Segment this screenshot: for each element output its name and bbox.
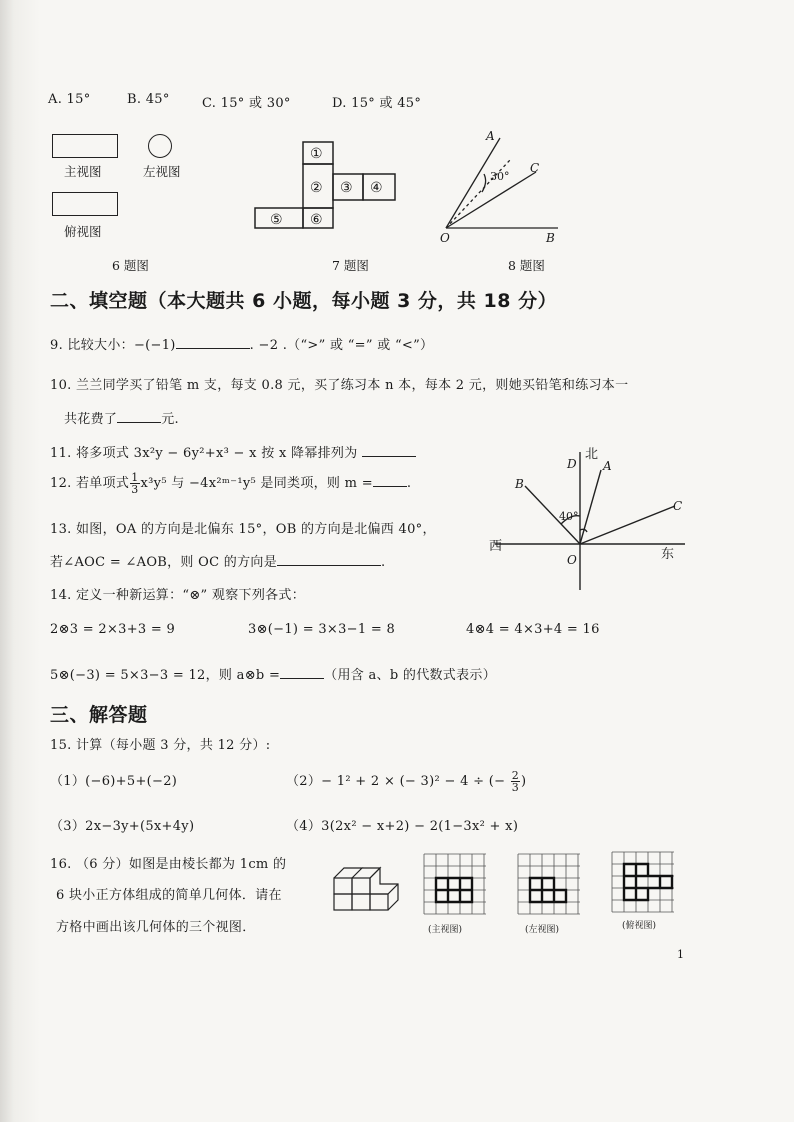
q9-answer-blank <box>176 336 250 349</box>
page-number: 1 <box>677 948 684 961</box>
q14-eq3: 4⊗4 = 4×3+4 = 16 <box>466 622 600 637</box>
fig13-angle: 40° <box>559 510 579 523</box>
q11-answer-blank <box>362 444 416 457</box>
fig8-label-o: O <box>440 231 450 245</box>
choice-a: A. 15° <box>48 92 91 107</box>
fig13-east: 东 <box>661 547 675 562</box>
front-view-rect <box>52 134 118 158</box>
q12: 12. 若单项式 $\frac{1}{3}$ x³y⁵ 与 −4x²ᵐ⁻¹y⁵ 是同类项，则 m = . <box>50 471 412 496</box>
q15-title: 15. 计算（每小题 3 分，共 12 分）: <box>50 738 271 753</box>
cube-solid-figure <box>330 856 408 914</box>
fig13-label-c: C <box>673 499 683 513</box>
q16-line3: 方格中画出该几何体的三个视图． <box>56 920 256 935</box>
net-cell-5: ⑤ <box>270 212 283 228</box>
fig7-caption: 7 题图 <box>332 258 369 273</box>
fig8-label-c: C <box>530 161 540 175</box>
fig8-label-b: B <box>546 231 555 245</box>
q10-line2: 共花费了 元. <box>64 412 179 427</box>
q13-answer-blank <box>277 553 381 566</box>
grid-top-view <box>608 848 680 920</box>
section3-heading: 三、解答题 <box>50 704 148 726</box>
section2-heading: 二、填空题（本大题共 6 小题，每小题 3 分，共 18 分） <box>50 290 558 312</box>
angle-figure-8 <box>430 120 570 245</box>
q12-answer-blank <box>373 474 407 487</box>
q14-line1: 14. 定义一种新运算：“⊗” 观察下列各式： <box>50 588 306 603</box>
direction-figure-13 <box>485 444 700 594</box>
q15-fraction: $\frac{2}{3}$ <box>511 769 520 794</box>
q10-answer-blank <box>117 410 161 423</box>
q15-part1: （1）(−6)+5+(−2) <box>50 774 178 789</box>
q14-eq2: 3⊗(−1) = 3×3−1 = 8 <box>248 622 396 637</box>
fig8-label-a: A <box>486 129 495 143</box>
net-cell-4: ④ <box>370 180 383 196</box>
q14-answer-blank <box>280 666 324 679</box>
net-cell-6: ⑥ <box>310 212 323 228</box>
fig8-caption: 8 题图 <box>508 258 545 273</box>
net-cell-2: ② <box>310 180 323 196</box>
q11: 11. 将多项式 3x²y − 6y²+x³ − x 按 x 降幂排列为 <box>50 442 416 461</box>
q15-part4: （4）3(2x² − x+2) − 2(1−3x² + x) <box>286 819 519 834</box>
q16-line1: 16. （6 分）如图是由棱长都为 1cm 的 <box>50 857 287 872</box>
q9: 9. 比较大小：−(−1) . −2 .（“>” 或 “=” 或 “<”） <box>50 338 434 353</box>
q10-line1: 10. 兰兰同学买了铅笔 m 支，每支 0.8 元，买了练习本 n 本，每本 2 元，则她买铅笔和练习本一 <box>50 378 629 393</box>
left-view-label: 左视图 <box>143 164 181 179</box>
grid-top-label: (俯视图) <box>622 921 657 931</box>
choice-b: B. 45° <box>127 92 170 107</box>
left-view-circle <box>148 134 172 158</box>
q13-line2: 若∠AOC = ∠AOB，则 OC 的方向是 . <box>50 555 386 570</box>
net-cell-1: ① <box>310 146 323 162</box>
choice-c: C. 15° 或 30° <box>202 96 291 111</box>
fig13-label-a: A <box>603 459 612 473</box>
grid-left-view <box>514 850 584 920</box>
grid-left-label: (左视图) <box>525 925 560 935</box>
q15-part3: （3）2x−3y+(5x+4y) <box>50 819 195 834</box>
fig13-label-d: D <box>567 457 577 471</box>
net-cell-3: ③ <box>340 180 353 196</box>
choice-d: D. 15° 或 45° <box>332 96 422 111</box>
q16-line2: 6 块小正方体组成的简单几何体．请在 <box>56 888 282 903</box>
q14-eq1: 2⊗3 = 2×3+3 = 9 <box>50 622 176 637</box>
top-view-rect <box>52 192 118 216</box>
grid-front-view <box>420 850 490 920</box>
fig6-caption: 6 题图 <box>112 258 149 273</box>
fig8-angle-label: 30° <box>490 170 510 183</box>
cube-net-figure <box>250 138 400 238</box>
q14-eq4: 5⊗(−3) = 5×3−3 = 12，则 a⊗b = （用含 a、b 的代数式表示） <box>50 668 496 683</box>
fig13-label-o: O <box>567 553 577 567</box>
front-view-label: 主视图 <box>64 164 102 179</box>
fig13-west: 西 <box>489 539 503 554</box>
top-view-label: 俯视图 <box>64 224 102 239</box>
q13-line1: 13. 如图，OA 的方向是北偏东 15°，OB 的方向是北偏西 40°， <box>50 522 436 537</box>
grid-front-label: (主视图) <box>428 925 463 935</box>
fig13-label-b: B <box>515 477 524 491</box>
q15-part2: （2）− 1² + 2 × (− 3)² − 4 ÷ (− $\frac{2}{3}$ ) <box>286 769 527 794</box>
q12-fraction: $\frac{1}{3}$ <box>131 471 139 496</box>
fig13-north: 北 <box>585 447 599 462</box>
